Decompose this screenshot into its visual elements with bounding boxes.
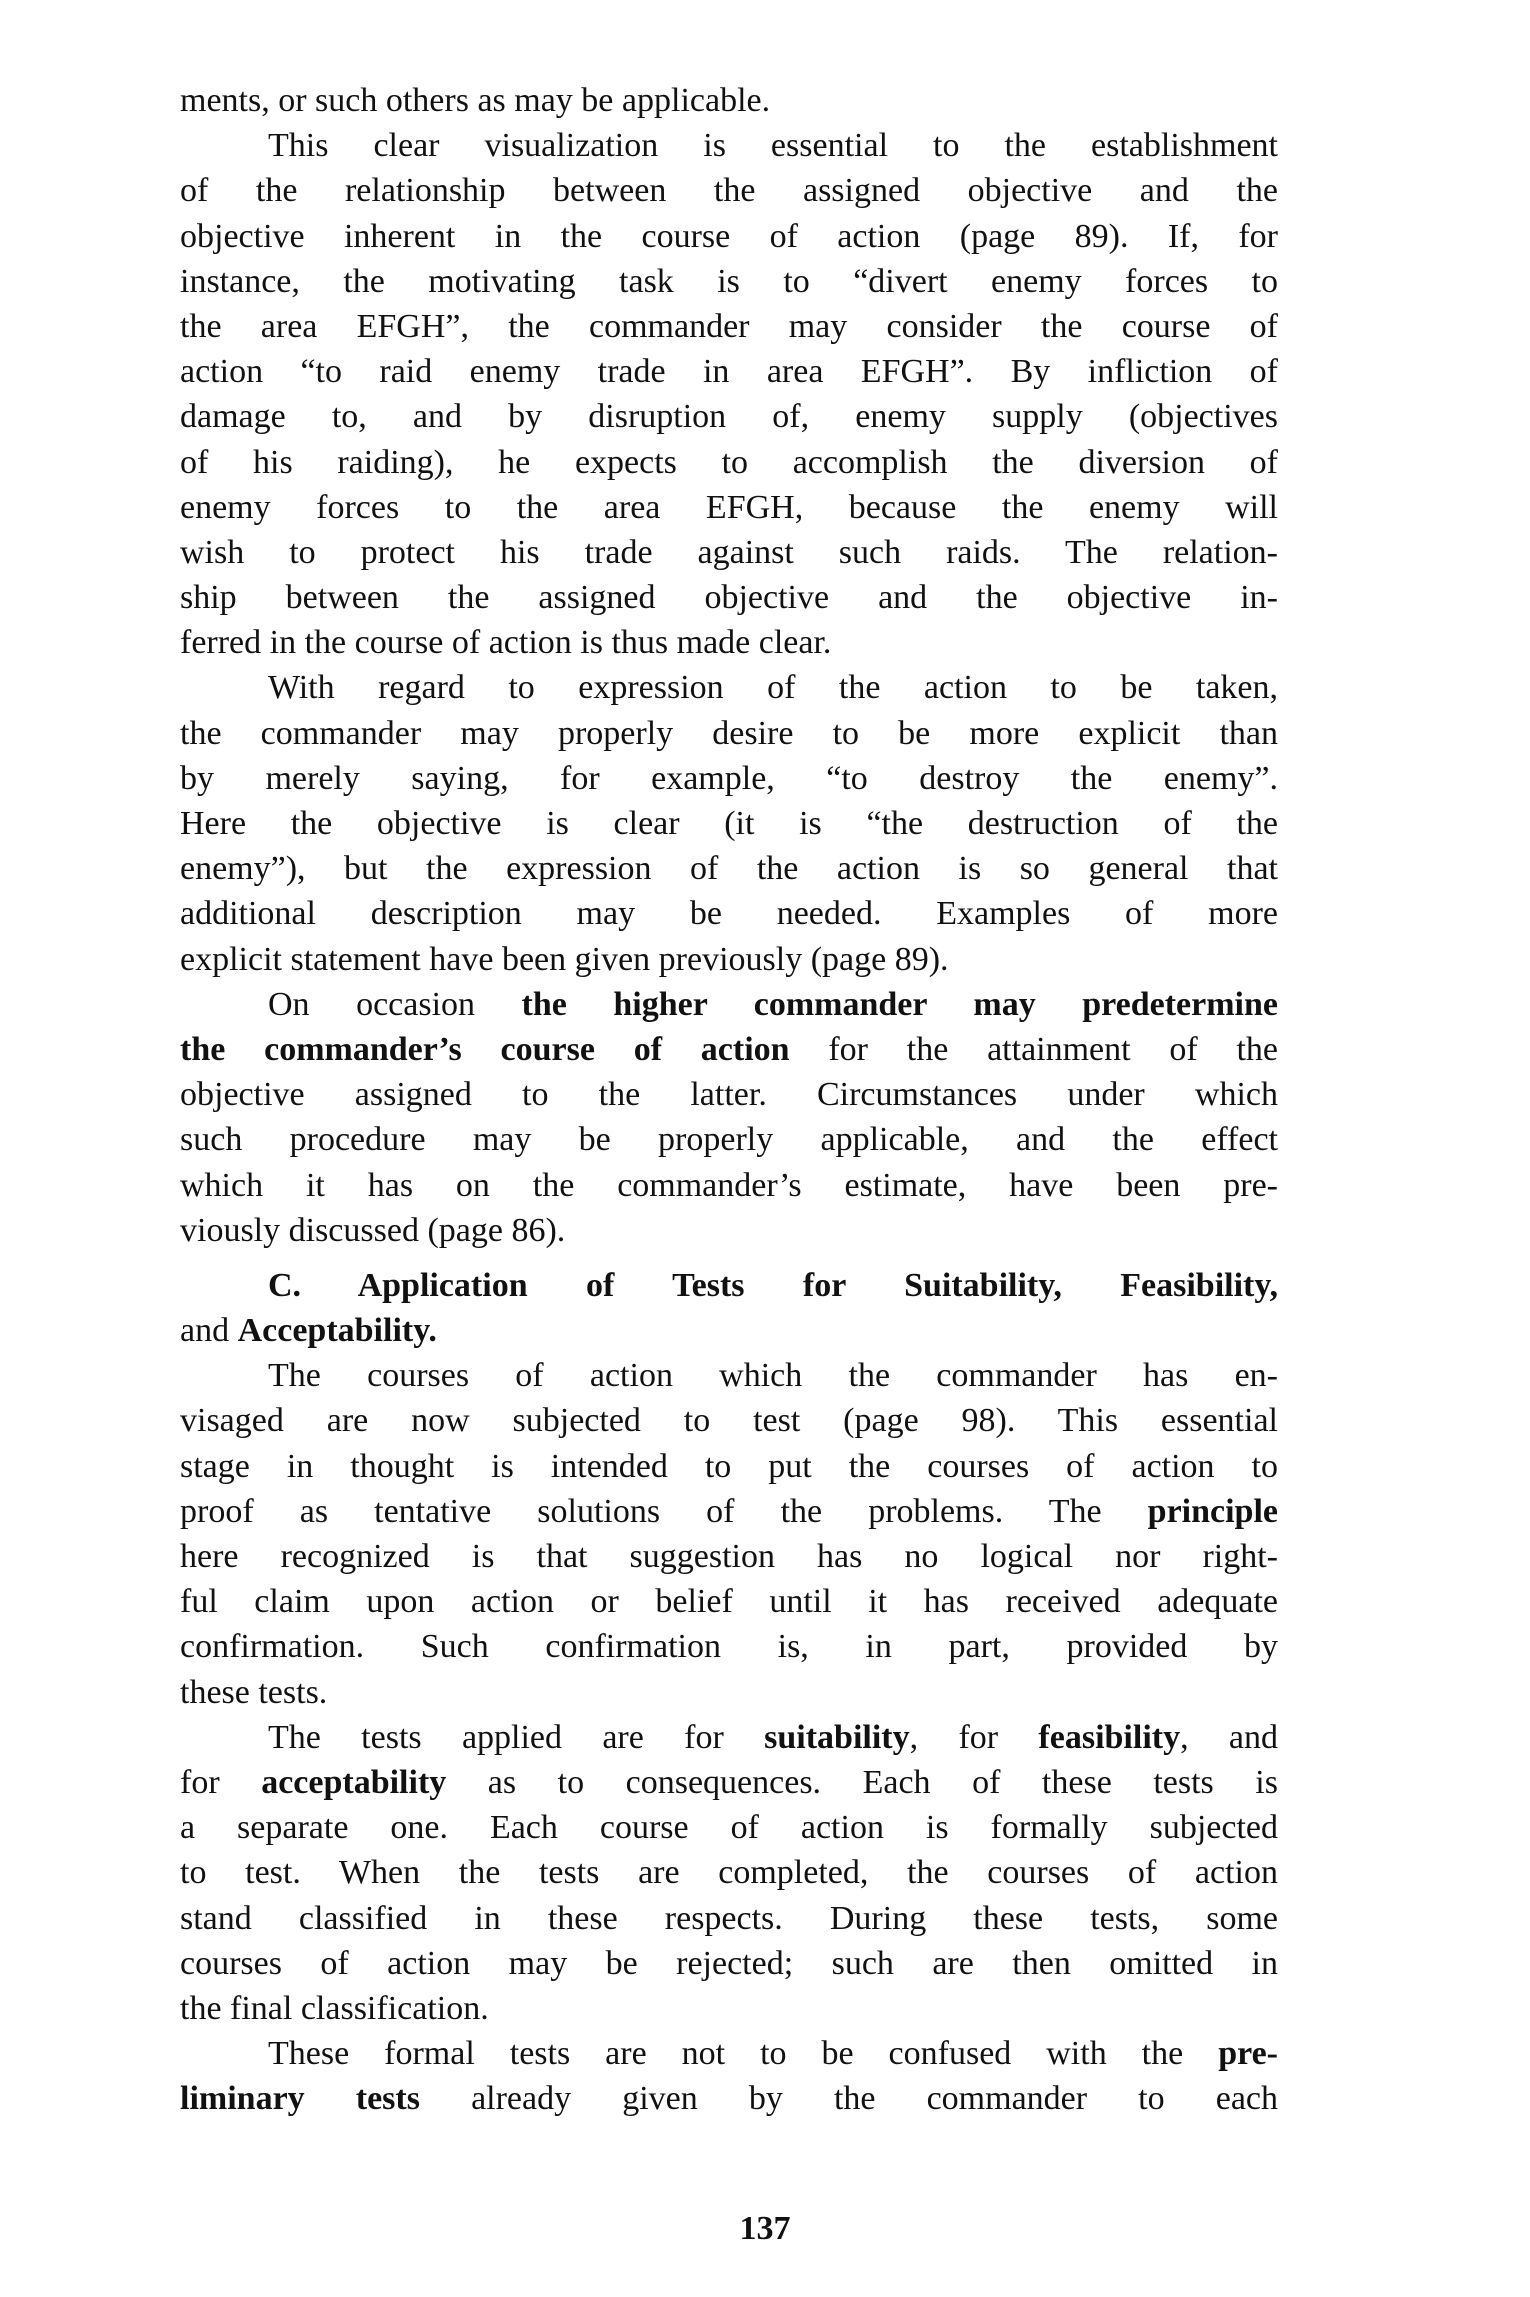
text-run: proof as tentative solutions of the problems. The bbox=[180, 1492, 1148, 1530]
text-run: These formal tests are not to be confused with the bbox=[268, 2035, 1219, 2073]
text-line bbox=[180, 1715, 1278, 1760]
text-line: objective inherent in the course of action (page 89). If, for bbox=[180, 217, 1278, 255]
text-line: ful claim upon action or belief until it has received adequate bbox=[180, 1583, 1278, 1621]
text-line: stand classified in these respects. During these tests, some bbox=[180, 1899, 1278, 1937]
text-run: , and bbox=[1180, 1718, 1279, 1756]
text-line: enemy”), but the expression of the action is so general that bbox=[180, 850, 1278, 888]
text-line: the area EFGH”, the commander may consider the course of bbox=[180, 307, 1278, 345]
text-line bbox=[180, 1027, 1278, 1072]
text-line: stage in thought is intended to put the courses of action to bbox=[180, 1447, 1278, 1485]
text-line bbox=[180, 1760, 1278, 1805]
text-line: the commander may properly desire to be more explicit than bbox=[180, 714, 1278, 752]
spacer bbox=[180, 1253, 1278, 1257]
section-heading bbox=[180, 1263, 1278, 1353]
text-line: a separate one. Each course of action is formally subjected bbox=[180, 1809, 1278, 1847]
text-line: ments, or such others as may be applicable. bbox=[180, 82, 771, 119]
text-line: by merely saying, for example, “to destroy the enemy”. bbox=[180, 759, 1278, 797]
text-line: damage to, and by disruption of, enemy supply (objectives bbox=[180, 398, 1278, 436]
text-line: courses of action may be rejected; such are then omitted in bbox=[180, 1944, 1278, 1982]
text-line: which it has on the commander’s estimate, have been pre- bbox=[180, 1166, 1278, 1204]
text-line: instance, the motivating task is to “divert enemy forces to bbox=[180, 262, 1278, 300]
paragraph-visualization bbox=[180, 123, 1278, 665]
paragraph-predetermine bbox=[180, 982, 1278, 1253]
text-line: viously discussed (page 86). bbox=[180, 1211, 566, 1249]
text-line: of the relationship between the assigned objective and the bbox=[180, 172, 1278, 210]
heading-line: C. Application of Tests for Suitability, Feasibility, bbox=[268, 1266, 1278, 1304]
text-line: additional description may be needed. Examples of more bbox=[180, 895, 1278, 933]
text-line bbox=[180, 2031, 1278, 2076]
bold-phrase: principle bbox=[1147, 1492, 1278, 1530]
bold-phrase: suitability bbox=[764, 1718, 910, 1756]
text-run: for the attainment of the bbox=[789, 1030, 1279, 1068]
page-number: 137 bbox=[739, 2210, 791, 2247]
text-line: explicit statement have been given previously (page 89). bbox=[180, 940, 949, 978]
text-line: confirmation. Such confirmation is, in part, provided by bbox=[180, 1628, 1278, 1666]
text-line: visaged are now subjected to test (page 98). This essential bbox=[180, 1402, 1278, 1440]
page-body bbox=[180, 78, 1278, 2121]
bold-phrase: Acceptability. bbox=[237, 1312, 437, 1350]
bold-phrase: liminary tests bbox=[180, 2080, 420, 2118]
text-run: , for bbox=[909, 1718, 1039, 1756]
text-line: ferred in the course of action is thus made clear. bbox=[180, 624, 832, 662]
text-run: On occasion bbox=[268, 985, 522, 1023]
paragraph-courses-tested bbox=[180, 1353, 1278, 1715]
text-line bbox=[180, 1489, 1278, 1534]
text-line: The courses of action which the commander has en- bbox=[268, 1357, 1278, 1395]
text-run: already given by the commander to each bbox=[419, 2080, 1279, 2118]
bold-phrase: feasibility bbox=[1038, 1718, 1181, 1756]
text-line: here recognized is that suggestion has no logical nor right- bbox=[180, 1538, 1278, 1575]
paragraph-expression bbox=[180, 665, 1278, 981]
text-line: Here the objective is clear (it is “the destruction of the bbox=[180, 805, 1278, 842]
text-line: With regard to expression of the action to be taken, bbox=[268, 669, 1278, 707]
text-line: to test. When the tests are completed, the courses of action bbox=[180, 1854, 1278, 1892]
text-line: action “to raid enemy trade in area EFGH”. By infliction of bbox=[180, 353, 1278, 391]
text-run: The tests applied are for bbox=[268, 1718, 765, 1756]
text-line: such procedure may be properly applicable, and the effect bbox=[180, 1121, 1278, 1159]
text-run: for bbox=[180, 1763, 262, 1801]
text-run: and bbox=[180, 1312, 238, 1350]
bold-phrase: pre- bbox=[1218, 2035, 1278, 2073]
heading-line bbox=[180, 1308, 1278, 1353]
text-line bbox=[180, 2076, 1278, 2121]
text-line bbox=[180, 982, 1278, 1027]
text-run: as to consequences. Each of these tests is bbox=[446, 1763, 1278, 1801]
text-line: these tests. bbox=[180, 1673, 328, 1711]
text-line: of his raiding), he expects to accomplish the diversion of bbox=[180, 443, 1278, 481]
bold-phrase: acceptability bbox=[261, 1763, 447, 1801]
text-line: the final classification. bbox=[180, 1989, 489, 2027]
paragraph-formal-tests bbox=[180, 2031, 1278, 2121]
text-line: wish to protect his trade against such raids. The relation- bbox=[180, 533, 1278, 571]
text-line: This clear visualization is essential to the establishment bbox=[268, 127, 1278, 165]
text-line: objective assigned to the latter. Circumstances under which bbox=[180, 1076, 1278, 1114]
text-line: ship between the assigned objective and the objective in- bbox=[180, 579, 1278, 617]
text-line: enemy forces to the area EFGH, because the enemy will bbox=[180, 488, 1278, 526]
bold-phrase: the commander’s course of action bbox=[180, 1030, 790, 1068]
bold-phrase: the higher commander may predetermine bbox=[521, 985, 1278, 1023]
paragraph-tests-applied bbox=[180, 1715, 1278, 2031]
